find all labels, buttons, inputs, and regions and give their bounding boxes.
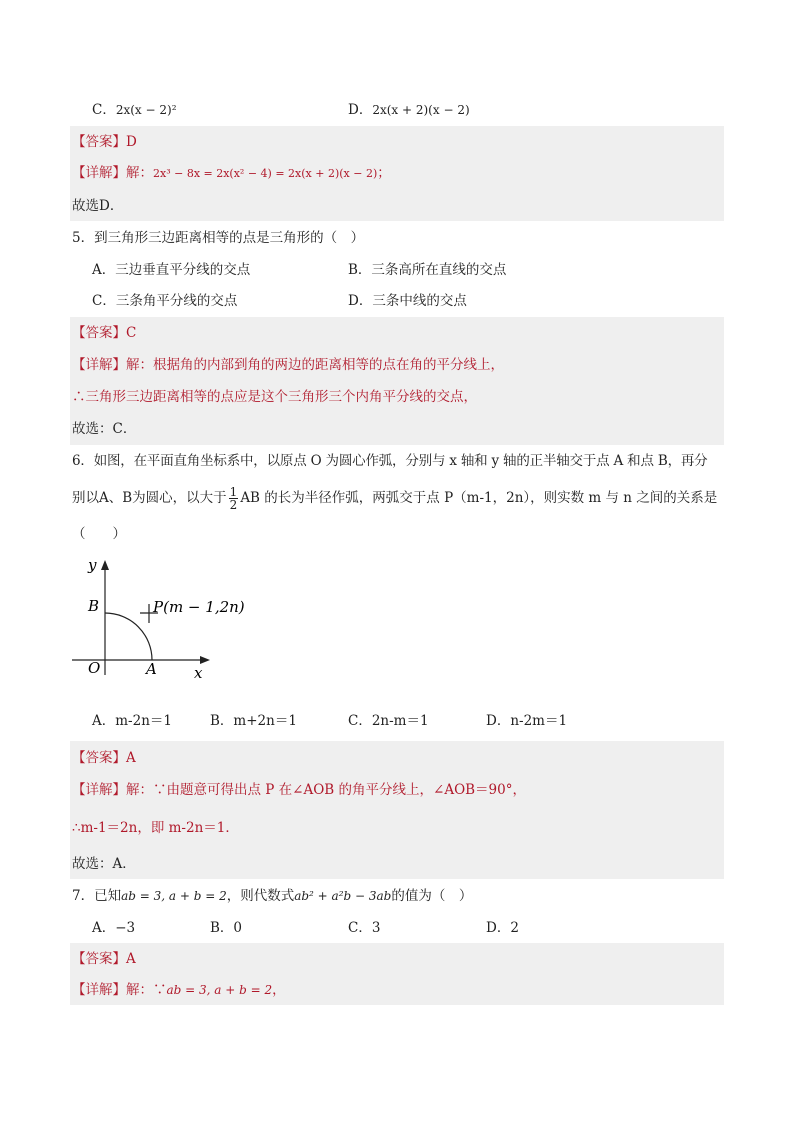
point-b-label: B bbox=[88, 597, 100, 615]
q5-answer-value: C bbox=[126, 325, 137, 341]
q7-stem-pre: 7．已知 bbox=[72, 888, 122, 904]
q6-option-a: A．m-2n＝1 bbox=[92, 713, 172, 729]
q6-option-b: B．m+2n＝1 bbox=[210, 713, 297, 729]
q7-stem bbox=[72, 886, 724, 906]
q6-stem-line-2-pre: 别以A、B为圆心，以大于 bbox=[72, 490, 227, 506]
q4-answer-tag: 【答案】 bbox=[72, 134, 126, 150]
q4-detail-prefix: 解： bbox=[126, 165, 153, 181]
q7-stem-mid: ，则代数式 bbox=[226, 888, 295, 904]
q6-detail-line-1 bbox=[72, 780, 724, 800]
q6-answer-value: A bbox=[126, 750, 136, 766]
q7-answer-line bbox=[72, 949, 724, 969]
q7-detail-tag: 【详解】 bbox=[72, 982, 126, 998]
q4-answer-value: D bbox=[126, 134, 137, 150]
q5-conclusion: 故选：C． bbox=[72, 421, 137, 437]
q4-detail-tag: 【详解】 bbox=[72, 165, 126, 181]
q4-option-d-label: D． bbox=[348, 102, 373, 118]
q6-stem-line-3: （ ） bbox=[72, 526, 126, 542]
q6-stem-line-2 bbox=[72, 483, 724, 513]
y-label: y bbox=[88, 556, 97, 574]
point-a-label: A bbox=[146, 660, 157, 678]
q4-detail-line bbox=[72, 163, 724, 184]
x-axis-arrow-icon bbox=[200, 656, 210, 664]
q5-detail-text-1: 解：根据角的内部到角的两边的距离相等的点在角的平分线上， bbox=[126, 357, 504, 373]
q7-answer-tag: 【答案】 bbox=[72, 951, 126, 967]
q6-coordinate-figure bbox=[60, 550, 260, 690]
x-label: x bbox=[194, 664, 203, 682]
q6-option-c: C．2n-m＝1 bbox=[348, 713, 429, 729]
q7-detail-line bbox=[72, 980, 724, 1000]
q7-detail-prefix: 解：∵ bbox=[126, 982, 167, 998]
q7-option-d: D．2 bbox=[486, 920, 519, 936]
point-p-label: P(m − 1,2n) bbox=[153, 598, 245, 616]
q5-answer-line bbox=[72, 323, 724, 343]
q4-option-c-label: C． bbox=[92, 102, 116, 118]
q5-detail-tag: 【详解】 bbox=[72, 357, 126, 373]
q4-detail-end: ； bbox=[377, 165, 391, 181]
q7-option-b: B．0 bbox=[210, 920, 243, 936]
q5-stem: 5．到三角形三边距离相等的点是三角形的（ ） bbox=[72, 230, 365, 246]
q6-fraction bbox=[229, 486, 239, 511]
q7-stem-post: 的值为（ ） bbox=[391, 888, 473, 904]
q6-stem-line-1: 6．如图，在平面直角坐标系中，以原点 O 为圆心作弧，分别与 x 轴和 y 轴的正半轴交于点 A 和点 B，再分 bbox=[72, 453, 708, 469]
q5-option-c: C．三条角平分线的交点 bbox=[92, 293, 238, 309]
y-axis-arrow-icon bbox=[101, 560, 109, 570]
q6-detail-text-1: 解：∵由题意可得出点 P 在∠AOB 的角平分线上，∠AOB＝90°， bbox=[126, 782, 526, 798]
q5-answer-tag: 【答案】 bbox=[72, 325, 126, 341]
q5-option-b: B．三条高所在直线的交点 bbox=[348, 262, 507, 278]
q6-conclusion: 故选：A． bbox=[72, 856, 136, 872]
origin-label: O bbox=[88, 659, 101, 677]
q7-detail-math: ab = 3, a + b = 2 bbox=[166, 983, 273, 997]
q6-fraction-num: 1 bbox=[229, 485, 238, 499]
q5-detail-line-1 bbox=[72, 355, 724, 375]
q6-answer-tag: 【答案】 bbox=[72, 750, 126, 766]
q5-option-d: D．三条中线的交点 bbox=[348, 293, 467, 309]
q6-answer-line bbox=[72, 748, 724, 768]
q5-option-a: A．三边垂直平分线的交点 bbox=[92, 262, 251, 278]
q5-detail-line-2: ∴三角形三边距离相等的点应是这个三角形三个内角平分线的交点， bbox=[72, 389, 477, 405]
q6-stem-line-2-post: AB 的长为半径作弧，两弧交于点 P（m-1，2n），则实数 m 与 n 之间的关系是 bbox=[240, 490, 718, 506]
q6-detail-tag: 【详解】 bbox=[72, 782, 126, 798]
q4-detail-math: 2x³ − 8x = 2x(x² − 4) = 2x(x + 2)(x − 2) bbox=[153, 167, 378, 180]
q4-conclusion: 故选D． bbox=[72, 198, 124, 214]
q7-option-c: C．3 bbox=[348, 920, 381, 936]
q6-option-d: D．n-2m＝1 bbox=[486, 713, 568, 729]
q4-option-d-math: 2x(x + 2)(x − 2) bbox=[372, 103, 470, 117]
q4-answer-line bbox=[72, 132, 724, 152]
q6-fraction-den: 2 bbox=[229, 498, 238, 512]
q7-answer-value: A bbox=[126, 951, 136, 967]
q4-option-d bbox=[348, 100, 470, 120]
q7-detail-end: ， bbox=[272, 982, 286, 998]
q4-option-c-math: 2x(x − 2)² bbox=[115, 103, 177, 117]
quarter-arc bbox=[105, 613, 152, 660]
q4-option-c bbox=[92, 100, 177, 120]
q6-detail-line-2: ∴m-1＝2n，即 m-2n＝1． bbox=[72, 820, 239, 836]
q7-option-a: A．−3 bbox=[92, 920, 136, 936]
q7-stem-math-1: ab = 3, a + b = 2 bbox=[121, 889, 227, 903]
q7-stem-math-2: ab² + a²b − 3ab bbox=[294, 889, 392, 903]
